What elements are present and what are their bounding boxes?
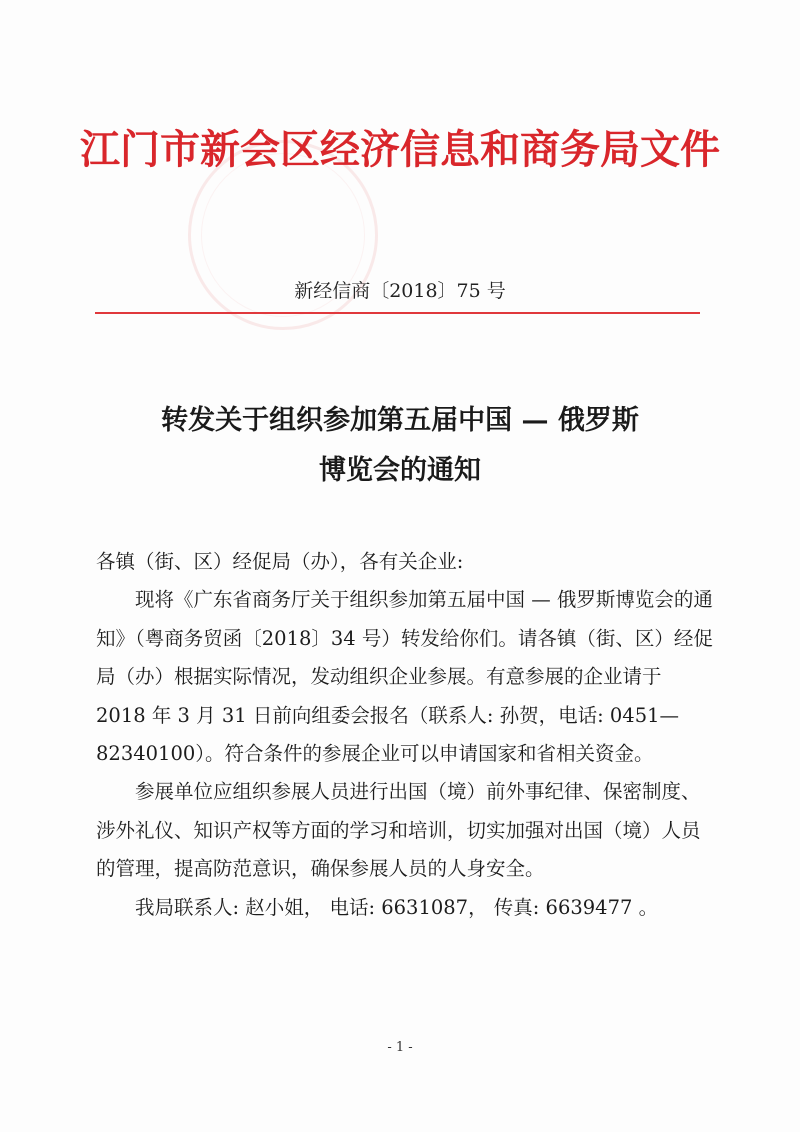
salutation: 各镇（街、区）经促局（办），各有关企业: [96,550,464,573]
red-separator-line [95,312,700,314]
notice-title [0,396,800,496]
notice-title-line-1: 转发关于组织参加第五届中国 — 俄罗斯 [161,405,639,436]
notice-title-line-2: 博览会的通知 [319,455,481,486]
body-paragraph-1: 现将《广东省商务厅关于组织参加第五届中国 — 俄罗斯博览会的通知》（粤商务贸函〔2018〕34 号）转发给你们。请各镇（街、区）经促局（办）根据实际情况，发动组织企业参展。有意参展的企业请于 2018 年 3 月 31 日前向组委会报名（联系人: 孙贺，电话: 0451—82340100）。符合条件的参展企业可以申请国家和省相关资金。 [96,588,713,766]
masthead-title: 江门市新会区经济信息和商务局文件 [80,126,720,173]
body-paragraph-2: 参展单位应组织参展人员进行出国（境）前外事纪律、保密制度、涉外礼仪、知识产权等方面的学习和培训，切实加强对出国（境）人员的管理，提高防范意识，确保参展人员的人身安全。 [96,780,701,881]
notice-body [96,543,716,927]
document-number: 新经信商〔2018〕75 号 [294,280,506,302]
contact-line: 我局联系人: 赵小姐， 电话: 6631087， 传真: 6639477 。 [135,895,659,919]
page-number: - 1 - [387,1040,413,1055]
